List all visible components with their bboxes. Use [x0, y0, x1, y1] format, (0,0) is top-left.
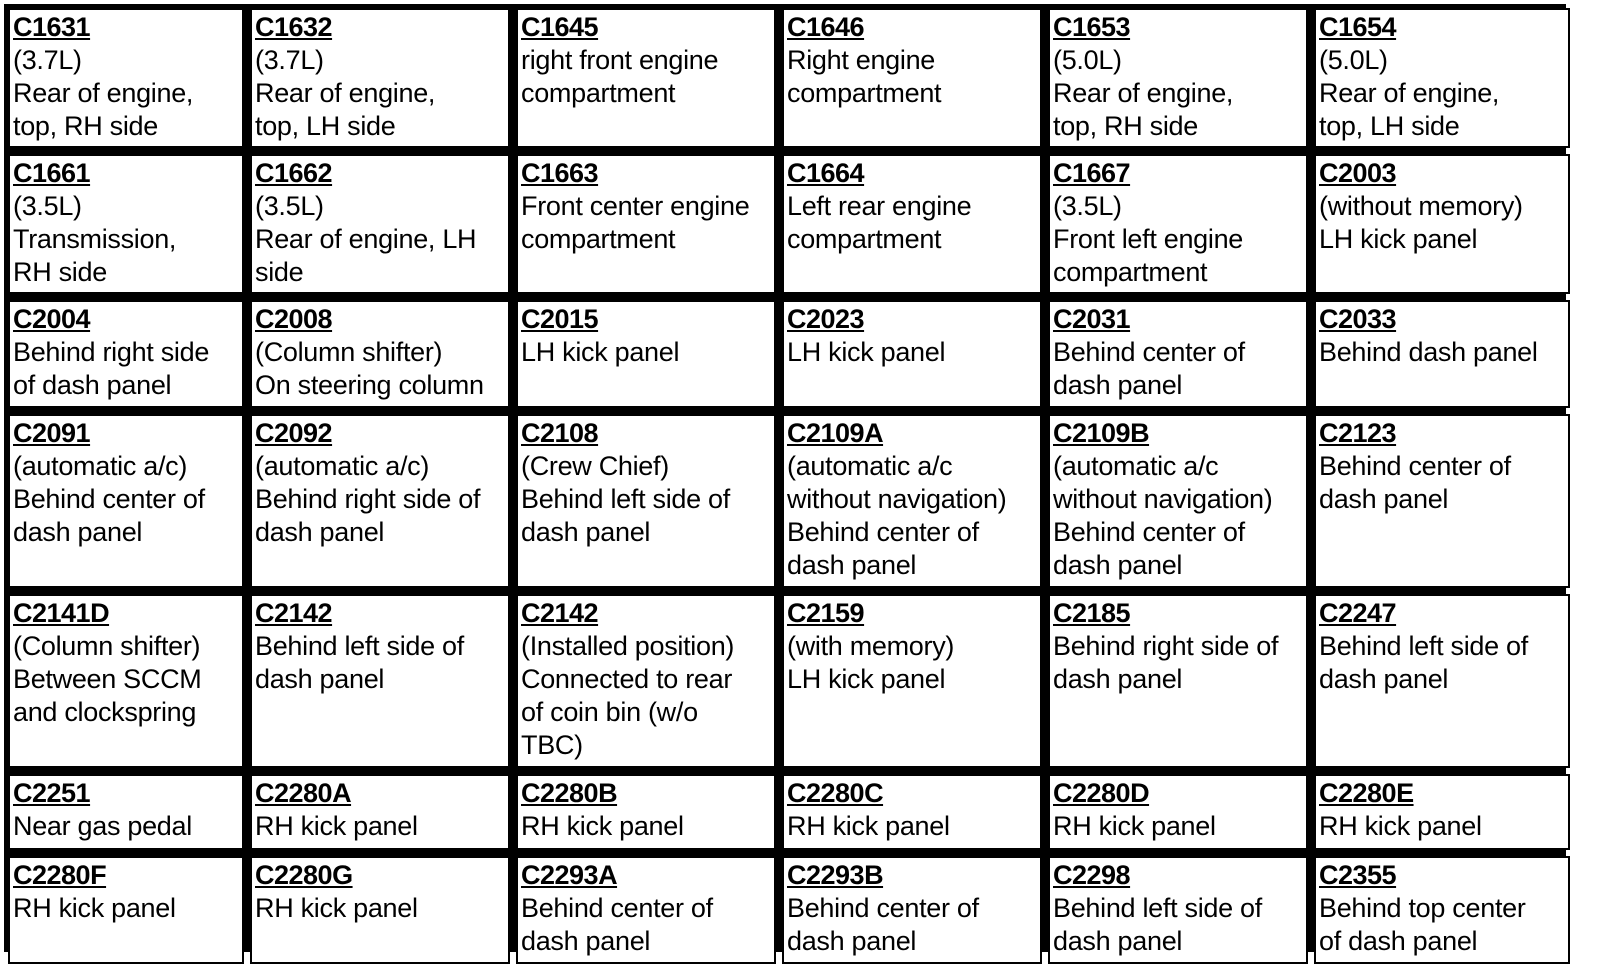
connector-code: C2247	[1319, 598, 1397, 628]
location-text: dash panel	[1053, 550, 1183, 580]
connector-code: C1662	[255, 158, 333, 188]
location-text: (Crew Chief)	[521, 451, 669, 481]
location-text: RH kick panel	[1319, 811, 1482, 841]
location-text: and clockspring	[13, 697, 197, 727]
location-text: LH kick panel	[787, 664, 946, 694]
connector-cell	[1048, 594, 1308, 768]
connector-cell	[250, 594, 510, 768]
location-text: Behind center of	[787, 517, 979, 547]
location-text: Behind left side of	[255, 631, 464, 661]
location-text: Behind top center	[1319, 893, 1526, 923]
connector-cell	[8, 300, 244, 408]
connector-code: C1661	[13, 158, 91, 188]
connector-code: C1645	[521, 12, 599, 42]
location-text: Behind center of	[787, 893, 979, 923]
connector-code: C2031	[1053, 304, 1131, 334]
connector-code: C2185	[1053, 598, 1131, 628]
connector-cell	[1314, 774, 1570, 850]
connector-cell	[516, 594, 776, 768]
location-text: Rear of engine,	[1053, 78, 1234, 108]
connector-cell	[1314, 300, 1570, 408]
connector-cell	[782, 300, 1042, 408]
location-text: (automatic a/c)	[255, 451, 430, 481]
location-text: compartment	[787, 224, 942, 254]
location-text: RH kick panel	[787, 811, 950, 841]
connector-cell	[8, 154, 244, 294]
location-text: dash panel	[1319, 664, 1449, 694]
location-text: Behind center of	[1053, 517, 1245, 547]
location-text: without navigation)	[787, 484, 1007, 514]
location-text: Transmission,	[13, 224, 177, 254]
connector-code: C2142	[521, 598, 599, 628]
connector-cell	[8, 8, 244, 148]
location-text: LH kick panel	[521, 337, 680, 367]
connector-cell	[1048, 414, 1308, 588]
location-text: Front left engine	[1053, 224, 1244, 254]
location-text: (Column shifter)	[13, 631, 201, 661]
location-text: side	[255, 257, 304, 287]
location-text: compartment	[787, 78, 942, 108]
connector-cell	[516, 154, 776, 294]
connector-code: C2298	[1053, 860, 1131, 890]
connector-code: C2109B	[1053, 418, 1150, 448]
location-text: Behind right side of	[1053, 631, 1279, 661]
location-text: (3.5L)	[255, 191, 324, 221]
location-text: Behind right side of	[255, 484, 481, 514]
connector-code: C2280F	[13, 860, 107, 890]
location-text: Behind left side of	[521, 484, 730, 514]
connector-code: C2280E	[1319, 778, 1414, 808]
connector-cell	[782, 774, 1042, 850]
connector-cell	[8, 774, 244, 850]
connector-cell	[782, 154, 1042, 294]
connector-code: C2280D	[1053, 778, 1150, 808]
location-text: Between SCCM	[13, 664, 202, 694]
location-text: Rear of engine,	[1319, 78, 1500, 108]
connector-cell	[1048, 300, 1308, 408]
connector-cell	[250, 774, 510, 850]
location-text: Behind center of	[1319, 451, 1511, 481]
location-text: Rear of engine,	[13, 78, 194, 108]
location-text: compartment	[521, 224, 676, 254]
connector-location-table	[4, 4, 1566, 956]
location-text: (automatic a/c)	[13, 451, 188, 481]
location-text: dash panel	[255, 664, 385, 694]
connector-code: C2293B	[787, 860, 884, 890]
location-text: RH kick panel	[1053, 811, 1216, 841]
connector-cell	[782, 8, 1042, 148]
connector-cell	[1048, 856, 1308, 964]
connector-cell	[250, 8, 510, 148]
location-text: RH kick panel	[13, 893, 176, 923]
connector-cell	[8, 414, 244, 588]
connector-cell	[516, 8, 776, 148]
connector-code: C1631	[13, 12, 91, 42]
location-text: of coin bin (w/o	[521, 697, 698, 727]
connector-cell	[782, 856, 1042, 964]
connector-cell	[1048, 774, 1308, 850]
connector-code: C1664	[787, 158, 865, 188]
connector-cell	[782, 414, 1042, 588]
connector-code: C2092	[255, 418, 333, 448]
connector-cell	[516, 774, 776, 850]
connector-code: C2159	[787, 598, 865, 628]
location-text: top, RH side	[1053, 111, 1198, 141]
connector-cell	[250, 300, 510, 408]
connector-code: C2280C	[787, 778, 884, 808]
location-text: Right engine	[787, 45, 936, 75]
connector-code: C2023	[787, 304, 865, 334]
connector-cell	[782, 594, 1042, 768]
location-text: TBC)	[521, 730, 583, 760]
connector-code: C2109A	[787, 418, 884, 448]
connector-cell	[1314, 154, 1570, 294]
location-text: (5.0L)	[1053, 45, 1122, 75]
location-text: (3.5L)	[1053, 191, 1122, 221]
connector-cell	[250, 414, 510, 588]
location-text: of dash panel	[13, 370, 172, 400]
location-text: dash panel	[521, 517, 651, 547]
location-text: Behind left side of	[1053, 893, 1262, 923]
location-text: LH kick panel	[1319, 224, 1478, 254]
location-text: LH kick panel	[787, 337, 946, 367]
location-text: On steering column	[255, 370, 484, 400]
location-text: Rear of engine,	[255, 78, 436, 108]
location-text: (Column shifter)	[255, 337, 443, 367]
connector-code: C2015	[521, 304, 599, 334]
connector-code: C2091	[13, 418, 91, 448]
connector-code: C1646	[787, 12, 865, 42]
location-text: dash panel	[787, 550, 917, 580]
connector-cell	[8, 594, 244, 768]
connector-code: C2293A	[521, 860, 618, 890]
location-text: (automatic a/c	[1053, 451, 1219, 481]
location-text: without navigation)	[1053, 484, 1273, 514]
connector-cell	[1048, 8, 1308, 148]
location-text: (3.5L)	[13, 191, 82, 221]
connector-cell	[1048, 154, 1308, 294]
connector-code: C2280B	[521, 778, 618, 808]
connector-code: C2142	[255, 598, 333, 628]
connector-code: C1667	[1053, 158, 1131, 188]
connector-cell	[1314, 594, 1570, 768]
location-text: (3.7L)	[255, 45, 324, 75]
location-text: Rear of engine, LH	[255, 224, 477, 254]
location-text: dash panel	[1053, 664, 1183, 694]
location-text: compartment	[521, 78, 676, 108]
connector-code: C2033	[1319, 304, 1397, 334]
location-text: (3.7L)	[13, 45, 82, 75]
location-text: RH side	[13, 257, 107, 287]
connector-code: C1653	[1053, 12, 1131, 42]
location-text: Front center engine	[521, 191, 750, 221]
location-text: compartment	[1053, 257, 1208, 287]
location-text: Connected to rear	[521, 664, 733, 694]
connector-code: C2123	[1319, 418, 1397, 448]
location-text: Left rear engine	[787, 191, 972, 221]
connector-code: C2008	[255, 304, 333, 334]
connector-code: C2280A	[255, 778, 352, 808]
location-text: (5.0L)	[1319, 45, 1388, 75]
location-text: RH kick panel	[255, 811, 418, 841]
location-text: Behind right side	[13, 337, 210, 367]
location-text: Behind center of	[13, 484, 205, 514]
connector-code: C1663	[521, 158, 599, 188]
location-text: Behind dash panel	[1319, 337, 1538, 367]
connector-code: C1632	[255, 12, 333, 42]
location-text: dash panel	[13, 517, 143, 547]
connector-cell	[516, 414, 776, 588]
location-text: (Installed position)	[521, 631, 735, 661]
connector-code: C2003	[1319, 158, 1397, 188]
connector-cell	[1314, 8, 1570, 148]
location-text: Behind center of	[521, 893, 713, 923]
connector-cell	[250, 856, 510, 964]
connector-code: C2141D	[13, 598, 110, 628]
location-text: dash panel	[787, 926, 917, 956]
connector-cell	[516, 300, 776, 408]
connector-cell	[8, 856, 244, 964]
connector-code: C2251	[13, 778, 91, 808]
connector-code: C1654	[1319, 12, 1397, 42]
location-text: Near gas pedal	[13, 811, 192, 841]
location-text: Behind left side of	[1319, 631, 1528, 661]
connector-cell	[250, 154, 510, 294]
location-text: dash panel	[521, 926, 651, 956]
location-text: (automatic a/c	[787, 451, 953, 481]
connector-cell	[1314, 856, 1570, 964]
connector-cell	[1314, 414, 1570, 588]
location-text: (without memory)	[1319, 191, 1523, 221]
location-text: RH kick panel	[521, 811, 684, 841]
connector-code: C2108	[521, 418, 599, 448]
connector-code: C2355	[1319, 860, 1397, 890]
connector-code: C2004	[13, 304, 91, 334]
location-text: top, LH side	[1319, 111, 1460, 141]
location-text: (with memory)	[787, 631, 955, 661]
location-text: dash panel	[1053, 370, 1183, 400]
location-text: of dash panel	[1319, 926, 1478, 956]
location-text: top, RH side	[13, 111, 158, 141]
connector-cell	[516, 856, 776, 964]
location-text: right front engine	[521, 45, 719, 75]
location-text: dash panel	[1319, 484, 1449, 514]
location-text: RH kick panel	[255, 893, 418, 923]
location-text: Behind center of	[1053, 337, 1245, 367]
location-text: top, LH side	[255, 111, 396, 141]
connector-code: C2280G	[255, 860, 353, 890]
location-text: dash panel	[1053, 926, 1183, 956]
location-text: dash panel	[255, 517, 385, 547]
